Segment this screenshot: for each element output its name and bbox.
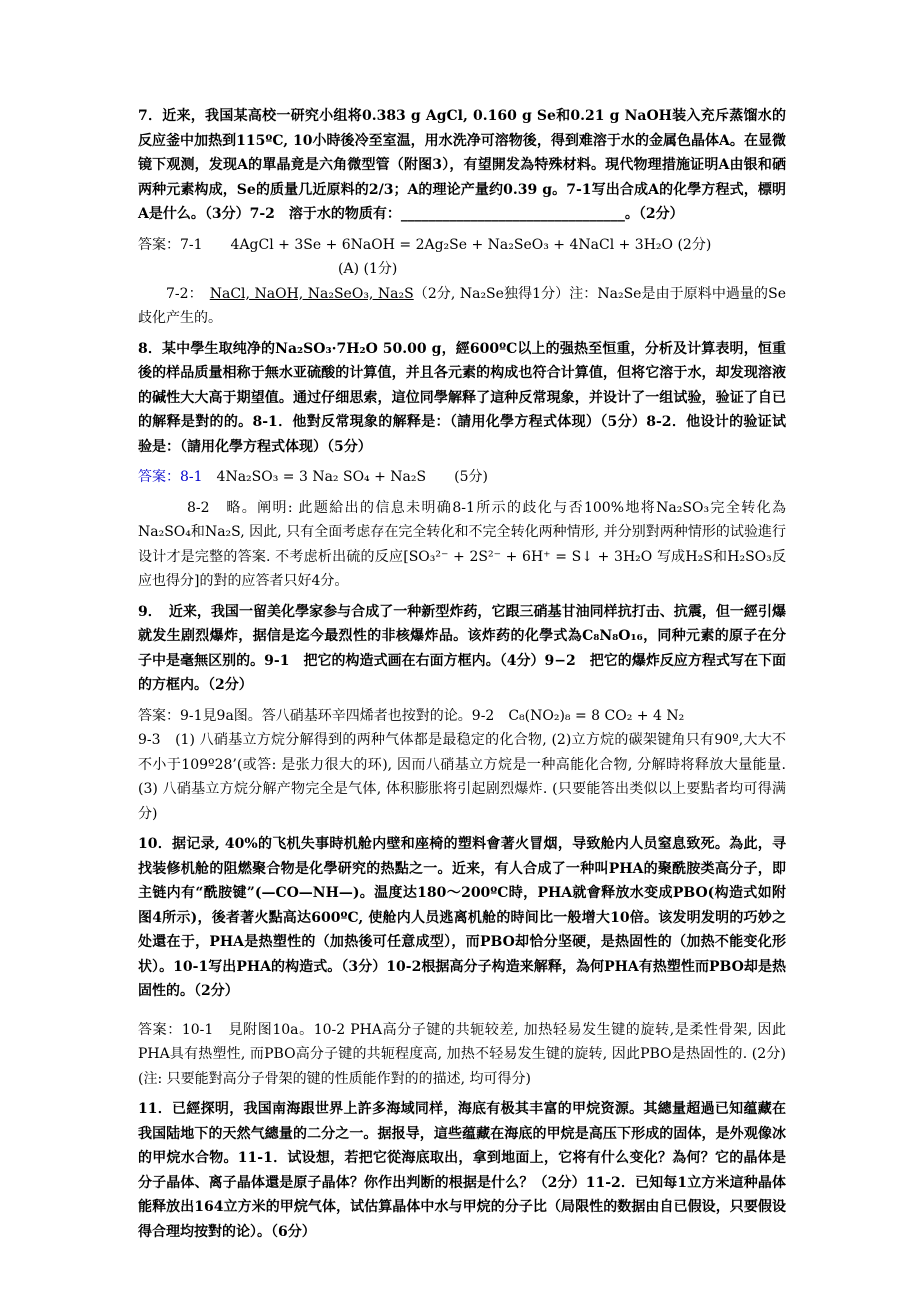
answer-7 [138, 233, 786, 331]
answer-7-1-product-label: (A) (1分) [338, 261, 398, 277]
answer-7-2-note: （2分, Na₂Se独得1分）注：Na₂Se是由于原料中過量的Se歧化产生的。 [138, 285, 786, 326]
answer-7-2-prefix: 7-2： [166, 285, 210, 302]
answer-7-1-equation: 答案：7-1 4AgCl + 3Se + 6NaOH = 2Ag₂Se + Na₂SeO₃ + 4NaCl + 3H₂O (2分) [138, 236, 712, 253]
answer-8-1-label: 答案：8-1 [138, 469, 203, 485]
question-9: 9． 近来，我国一留美化學家参与合成了一种新型炸药，它跟三硝基甘油同样抗打击、抗震，但一經引爆就发生剧烈爆炸，据信是迄今最烈性的非核爆炸品。该炸药的化學式為C₈N₈O₁₆，同种元素的原子在分子中是毫無区别的。9-1 把它的构造式画在右面方框内。（4分）9−2 把它的爆炸反应方程式写在下面的方框内。（2分） [138, 603, 786, 693]
answer-8-2: 8-2 略。阐明: 此题給出的信息未明确8-1所示的歧化与否100%地将Na₂SO₃完全转化為Na₂SO₄和Na₂S, 因此, 只有全面考虑存在完全转化和不完全转化两种情形, 并分别對两种情形的试验進行设计才是完整的答案. 不考虑析出硫的反应[SO₃²⁻ + 2S²⁻ + 6H⁺ = S↓ + 3H₂O 写成H₂S和H₂SO₃反应也得分]的對的应答者只好4分。 [138, 499, 786, 589]
question-11: 11．已經探明，我国南海跟世界上許多海域同样，海底有极其丰富的甲烷资源。其總量超過已知蕴藏在我国陆地下的天然气總量的二分之一。据报导，這些蕴藏在海底的甲烷是高压下形成的固体，是外观像冰的甲烷水合物。11-1．试设想，若把它從海底取出，拿到地面上，它将有什么变化？為何？它的晶体是分子晶体、离子晶体還是原子晶体？你作出判断的根据是什么？（2分）11-2．已知每1立方米這种晶体能释放出164立方米的甲烷气体，试估算晶体中水与甲烷的分子比（局限性的数据由自已假设，只要假设得合理均按對的论）。（6分） [138, 1101, 786, 1240]
answer-10: 答案：10-1 見附图10a。10-2 PHA高分子键的共轭较差, 加热轻易发生键的旋转,是柔性骨架, 因此PHA具有热塑性, 而PBO高分子键的共轭程度高, 加热不轻易发生键的旋转, 因此PBO是热固性的. (2分)(注: 只要能對高分子骨架的键的性质能作對的的描述, 均可得分) [138, 1021, 786, 1087]
answer-7-2-substances: NaCl, NaOH, Na₂SeO₃, Na₂S [209, 285, 414, 302]
question-10: 10．据记录, 40%的飞机失事時机舱内壁和座椅的塑料會著火冒烟，导致舱内人员窒息致死。為此，寻找装修机舱的阻燃聚合物是化學研究的热點之一。近来，有人合成了一种叫PHA的聚酰胺类高分子，即主链内有“酰胺键”(—CO—NH—)。温度达180～200ºC時，PHA就會释放水变成PBO(构造式如附图4所示)，後者著火點高达600ºC, 使舱内人员逃离机舱的時间比一般增大10倍。该发明发明的巧妙之处還在于，PHA是热塑性的（加热後可任意成型），而PBO却恰分坚硬，是热固性的（加热不能变化形状）。10-1写出PHA的构造式。（3分）10-2根据高分子构造来解释，為何PHA有热塑性而PBO却是热固性的。（2分） [138, 836, 786, 999]
answer-8-1-equation: 4Na₂SO₃ = 3 Na₂ SO₄ + Na₂S (5分) [202, 469, 488, 485]
question-7: 7．近来，我国某高校一研究小组将0.383 g AgCl, 0.160 g Se和0.21 g NaOH装入充斥蒸馏水的反应釜中加热到115ºC, 10小時後冷至室温，用水洗净可溶物後，得到难溶于水的金属色晶体A。在显微镜下观测，发现A的單晶竟是六角微型管（附图3），有望開发為特殊材料。現代物理措施证明A由银和硒两种元素构成，Se的质量几近原料的2/3；A的理论产量约0.39 g。7-1写出合成A的化學方程式，標明A是什么。（3分）7-2 溶于水的物质有：________________________________。（2分） [138, 108, 786, 222]
answer-7-2 [138, 282, 786, 331]
answer-9-3: 9-3 (1) 八硝基立方烷分解得到的两种气体都是最稳定的化合物, (2)立方烷的碳架键角只有90º,大大不不小于109º28’(或答: 是张力很大的环), 因而八硝基立方烷是一种高能化合物, 分解時将释放大量能量. (3) 八硝基立方烷分解产物完全是气体, 体积膨胀将引起剧烈爆炸. (只要能答出类似以上要點者均可得满分) [138, 732, 786, 822]
answer-8-1 [138, 465, 786, 490]
answer-9 [138, 704, 786, 827]
answer-8 [138, 465, 786, 594]
question-8: 8．某中學生取纯净的Na₂SO₃·7H₂O 50.00 g，經600ºC以上的强热至恒重，分析及计算表明，恒重後的样品质量相称于無水亚硫酸的计算值，并且各元素的构成也符合计算值，但将它溶于水，却发现溶液的碱性大大高于期望值。通过仔细思索，這位同學解释了這种反常現象，并设计了一组试验，验证了自已的解释是對的的。8-1．他對反常現象的解释是：（請用化學方程式体现）（5分）8-2．他设计的验证试验是：（請用化學方程式体现）（5分） [138, 340, 786, 455]
document-page [138, 104, 786, 1250]
answer-9-1-2: 答案：9-1見9a图。答八硝基环辛四烯者也按對的论。9-2 C₈(NO₂)₈ = 8 CO₂ + 4 N₂ [138, 707, 685, 724]
